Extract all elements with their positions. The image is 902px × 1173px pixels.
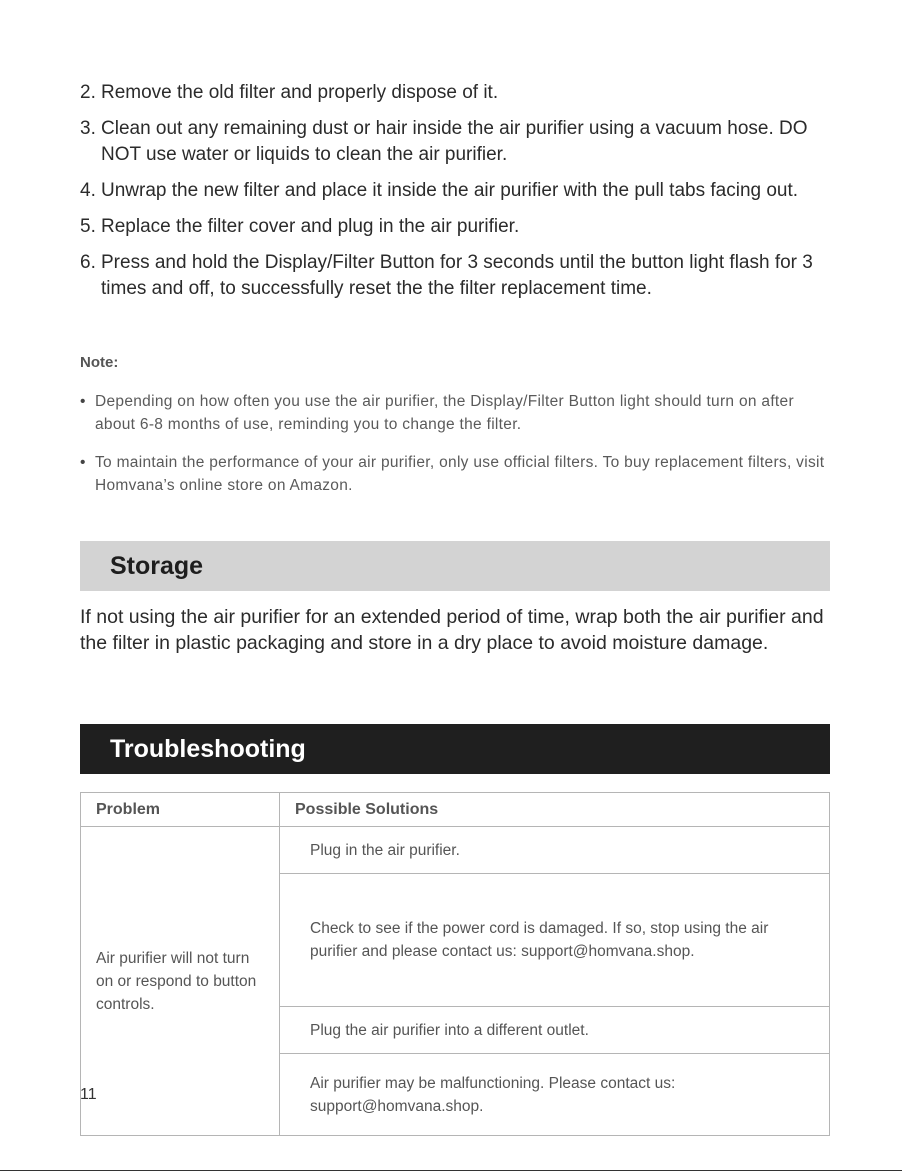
- solution-cell: Air purifier may be malfunctioning. Please contact us: support@homvana.shop.: [280, 1054, 830, 1136]
- filter-replacement-steps: [80, 80, 832, 312]
- step-5: [80, 214, 832, 240]
- storage-paragraph: If not using the air purifier for an extended period of time, wrap both the air purifier and the filter in plastic packaging and store in a dry place to avoid moisture damage.: [80, 606, 824, 654]
- step-number: 2.: [80, 82, 96, 103]
- step-2: [80, 80, 832, 106]
- page-number: 11: [80, 1086, 97, 1103]
- step-3: [80, 116, 832, 168]
- note-text: Depending on how often you use the air purifier, the Display/Filter Button light should turn on after about 6-8 months of use, reminding you to change the filter.: [95, 393, 794, 433]
- problem-column-header: Problem: [81, 793, 280, 827]
- step-text: Press and hold the Display/Filter Button for 3 seconds until the button light flash for 3 times and off, to successfully reset the the filter replacement time.: [101, 252, 813, 299]
- note-item: [80, 451, 832, 497]
- bullet-icon: •: [80, 393, 86, 410]
- step-number: 5.: [80, 216, 96, 237]
- solution-cell: Plug the air purifier into a different outlet.: [280, 1007, 830, 1054]
- step-number: 6.: [80, 252, 96, 273]
- step-text: Clean out any remaining dust or hair inside the air purifier using a vacuum hose. DO NOT use water or liquids to clean the air purifier.: [101, 118, 808, 165]
- storage-heading: Storage: [80, 541, 830, 591]
- note-text: To maintain the performance of your air purifier, only use official filters. To buy replacement filters, visit Homvana’s online store on Amazon.: [95, 454, 825, 494]
- step-number: 4.: [80, 180, 96, 201]
- note-title: Note:: [80, 354, 119, 371]
- step-6: [80, 250, 832, 302]
- step-number: 3.: [80, 118, 96, 139]
- step-4: [80, 178, 832, 204]
- troubleshooting-table: [80, 792, 830, 1136]
- step-text: Replace the filter cover and plug in the air purifier.: [101, 216, 520, 237]
- problem-cell: Air purifier will not turn on or respond to button controls.: [81, 827, 280, 1136]
- note-item: [80, 390, 832, 436]
- solutions-column-header: Possible Solutions: [280, 793, 830, 827]
- page-bottom-divider: [0, 1170, 902, 1171]
- solution-cell: Check to see if the power cord is damaged. If so, stop using the air purifier and please contact us: support@homvana.shop.: [280, 874, 830, 1007]
- troubleshooting-heading: Troubleshooting: [80, 724, 830, 774]
- solution-cell: Plug in the air purifier.: [280, 827, 830, 874]
- step-text: Remove the old filter and properly dispose of it.: [101, 82, 499, 103]
- table-row: [81, 827, 830, 874]
- note-list: [80, 390, 832, 512]
- step-text: Unwrap the new filter and place it inside the air purifier with the pull tabs facing out.: [101, 180, 799, 201]
- bullet-icon: •: [80, 454, 86, 471]
- table-header-row: [81, 793, 830, 827]
